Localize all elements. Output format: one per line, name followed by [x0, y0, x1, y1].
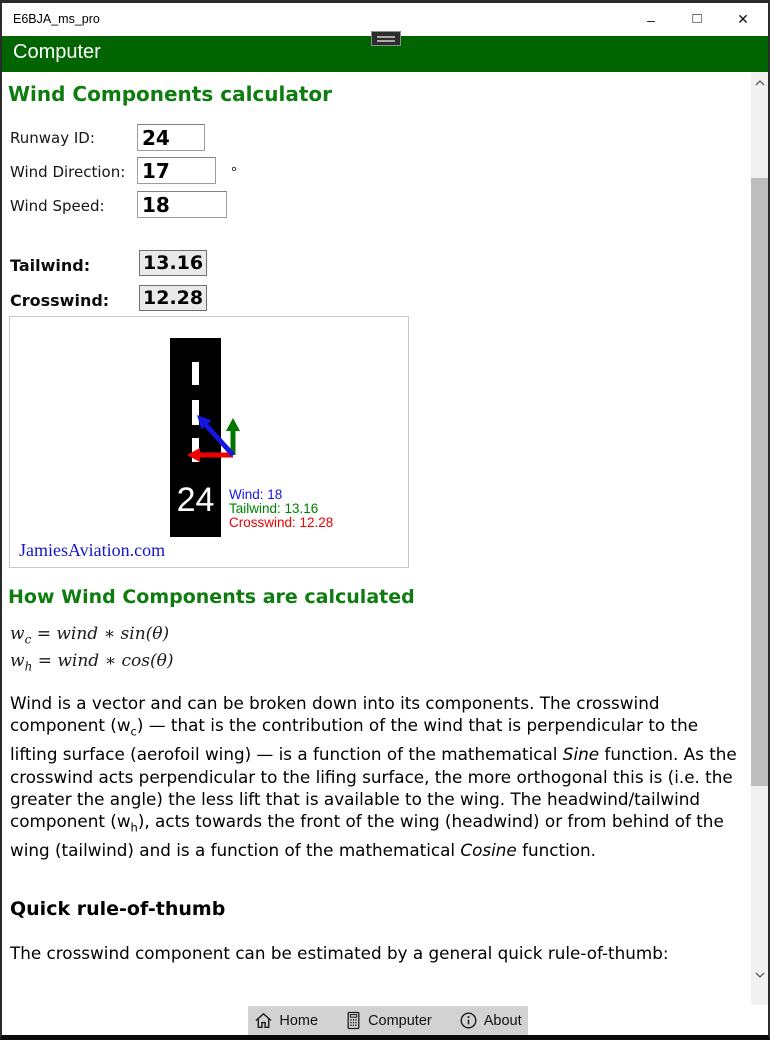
wind-direction-label: Wind Direction:: [10, 163, 126, 181]
calculator-icon: [345, 1011, 362, 1030]
page-content: [2, 72, 751, 1038]
wind-vector-arrows: [10, 317, 408, 567]
wind-speed-label: Wind Speed:: [10, 197, 105, 215]
degree-symbol: °: [231, 164, 237, 181]
rule-of-thumb-text: The crosswind component can be estimated by a general quick rule-of-thumb:: [10, 943, 669, 963]
home-icon: [254, 1011, 273, 1030]
runway-id-input[interactable]: [137, 124, 205, 151]
scrollbar-thumb[interactable]: [751, 178, 768, 786]
watermark-link: JamiesAviation.com: [19, 540, 166, 560]
minimize-icon: –: [647, 11, 655, 28]
maximize-button[interactable]: [674, 3, 720, 36]
explanation-paragraph: Wind is a vector and can be broken down into its components. The crosswind component $(w_c)$ — that is the contribution of the wind that is perpendicular to the lifting surface (aerofoil wing) — is a function of the mathematical Sine function. As the crosswind acts perpendicular to the lifing surface, the more orthogonal this is (i.e. the greater the angle) the less lift that is available to the wing. The headwind/tailwind component $(w_h)$, acts towards the front of the wing (headwind) or from behind of the wing (tailwind) and is a function of the mathematical Cosine function.: [10, 693, 737, 861]
bottom-toolbar: [248, 1006, 528, 1035]
menu-grip-button[interactable]: [371, 31, 401, 46]
diagram-legend: [229, 488, 333, 530]
window-controls: [628, 3, 766, 36]
runway-number: 24: [176, 481, 215, 519]
close-icon: ✕: [737, 11, 749, 27]
window-title: E6BJA_ms_pro: [13, 12, 100, 26]
crosswind-value: 12.28: [139, 285, 207, 311]
computer-button[interactable]: [339, 1010, 438, 1031]
chevron-down-icon: [755, 972, 765, 978]
vertical-scrollbar[interactable]: [751, 72, 768, 1005]
headwind-formula: $w_h$ = wind ∗ cos(θ): [10, 651, 174, 674]
grip-line-icon: [377, 40, 395, 42]
home-button[interactable]: [248, 1010, 324, 1031]
about-button[interactable]: [453, 1010, 528, 1031]
legend-wind: Wind: 18: [229, 487, 283, 502]
wind-speed-input[interactable]: [137, 191, 227, 218]
crosswind-label: Crosswind:: [10, 291, 110, 310]
how-calculated-heading: How Wind Components are calculated: [8, 586, 415, 608]
wind-direction-input[interactable]: [137, 157, 216, 184]
tailwind-label: Tailwind:: [10, 256, 91, 275]
app-header-title: Computer: [13, 41, 101, 63]
page-title: Wind Components calculator: [8, 82, 333, 106]
about-label: About: [483, 1012, 522, 1029]
crosswind-formula: $w_c$ = wind ∗ sin(θ): [10, 624, 170, 647]
minimize-button[interactable]: [628, 3, 674, 36]
scroll-down-button[interactable]: [751, 966, 768, 983]
legend-crosswind: Crosswind: 12.28: [229, 515, 334, 530]
scroll-up-button[interactable]: [751, 74, 768, 91]
legend-tailwind: Tailwind: 13.16: [229, 501, 319, 516]
chevron-up-icon: [755, 80, 765, 86]
wind-diagram: [9, 316, 409, 568]
computer-label: Computer: [368, 1012, 432, 1029]
close-button[interactable]: [720, 3, 766, 36]
runway-id-label: Runway ID:: [10, 129, 95, 147]
info-icon: [459, 1011, 478, 1030]
tailwind-value: 13.16: [139, 250, 207, 276]
grip-line-icon: [377, 36, 395, 38]
maximize-icon: □: [692, 10, 702, 27]
rule-of-thumb-heading: Quick rule-of-thumb: [10, 898, 226, 920]
home-label: Home: [279, 1012, 319, 1029]
